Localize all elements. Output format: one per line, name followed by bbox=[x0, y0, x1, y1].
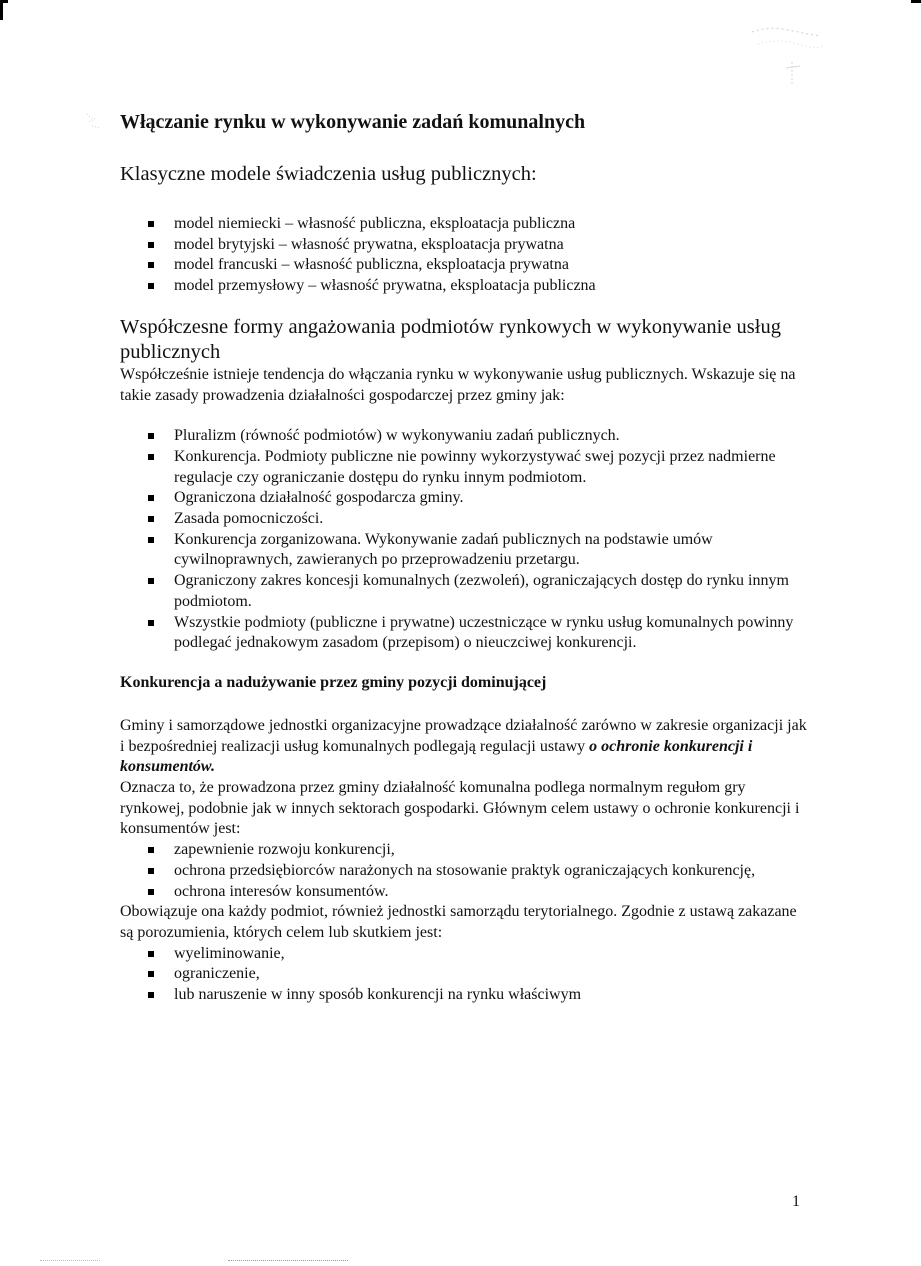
list-item: model niemiecki – własność publiczna, eksploatacja publiczna bbox=[120, 214, 810, 235]
document-body bbox=[120, 106, 810, 1006]
section-heading-modern-forms: Współczesne formy angażowania podmiotów rynkowych w wykonywanie usług publicznych bbox=[120, 315, 781, 363]
bullet-icon bbox=[148, 283, 154, 289]
principles-list bbox=[120, 426, 810, 654]
list-item: zapewnienie rozwoju konkurencji, bbox=[120, 840, 810, 861]
scan-edge-mark bbox=[0, 0, 8, 3]
paragraph-obligation: Obowiązuje ona każdy podmiot, również jednostki samorządu terytorialnego. Zgodnie z ustawą zakazane są porozumienia, których celem lub skutkiem jest: bbox=[120, 903, 797, 941]
faded-mark bbox=[84, 110, 106, 132]
section-heading-classic-models: Klasyczne modele świadczenia usług publicznych: bbox=[120, 163, 537, 185]
list-item: lub naruszenie w inny sposób konkurencji na rynku właściwym bbox=[120, 985, 810, 1006]
list-item: Pluralizm (równość podmiotów) w wykonywaniu zadań publicznych. bbox=[120, 426, 810, 447]
bullet-icon bbox=[148, 971, 154, 977]
bullet-icon bbox=[148, 516, 154, 522]
law-goals-list bbox=[120, 840, 810, 902]
list-item: Wszystkie podmioty (publiczne i prywatne) uczestniczące w rynku usług komunalnych powinny podlegać jednakowym zasadom (przepisom) o nieuczciwej konkurencji. bbox=[120, 613, 810, 654]
list-item: Ograniczony zakres koncesji komunalnych (zezwoleń), ograniczających dostęp do rynku innym podmiotom. bbox=[120, 571, 810, 612]
scan-artifact bbox=[228, 1260, 348, 1262]
list-item: model brytyjski – własność prywatna, eksploatacja prywatna bbox=[120, 235, 810, 256]
list-item: Zasada pomocniczości. bbox=[120, 509, 810, 530]
bullet-icon bbox=[148, 454, 154, 460]
paragraph-meaning: Oznacza to, że prowadzona przez gminy działalność komunalna podlega normalnym regułom gry rynkowej, podobnie jak w innych sektorach gospodarki. Głównym celem ustawy o ochronie konkurencji i konsumentów jest: bbox=[120, 779, 800, 838]
page-title: Włączanie rynku w wykonywanie zadań komunalnych bbox=[120, 111, 586, 133]
bullet-icon bbox=[148, 495, 154, 501]
classic-models-list bbox=[120, 214, 810, 297]
bullet-icon bbox=[148, 242, 154, 248]
prohibited-effects-list bbox=[120, 944, 810, 1006]
list-item: ochrona interesów konsumentów. bbox=[120, 882, 810, 903]
paragraph-regulation: Gminy i samorządowe jednostki organizacyjne prowadzące działalność zarówno w zakresie organizacji jak i bezpośredniej realizacji usług komunalnych podlegają regulacji ustawy o ochronie konkurencji i konsumentów. bbox=[120, 716, 807, 776]
bullet-icon bbox=[148, 578, 154, 584]
section-intro-paragraph: Współcześnie istnieje tendencja do włączania rynku w wykonywanie usług publicznych. Wskazuje się na takie zasady prowadzenia działalności gospodarczej przez gminy jak: bbox=[120, 365, 796, 404]
list-item: Ograniczona działalność gospodarcza gminy. bbox=[120, 488, 810, 509]
list-item: ochrona przedsiębiorców narażonych na stosowanie praktyk ograniczających konkurencję, bbox=[120, 861, 810, 882]
faded-stamp bbox=[748, 22, 824, 92]
bullet-icon bbox=[148, 221, 154, 227]
scan-edge-mark bbox=[911, 0, 921, 3]
bullet-icon bbox=[148, 951, 154, 957]
bullet-icon bbox=[148, 537, 154, 543]
bullet-icon bbox=[148, 868, 154, 874]
page-number: 1 bbox=[792, 1193, 800, 1210]
list-item: model przemysłowy – własność prywatna, eksploatacja publiczna bbox=[120, 276, 810, 297]
bullet-icon bbox=[148, 889, 154, 895]
list-item: Konkurencja zorganizowana. Wykonywanie zadań publicznych na podstawie umów cywilnoprawnych, zawieranych po przeprowadzeniu przetargu. bbox=[120, 530, 810, 571]
list-item: model francuski – własność publiczna, eksploatacja prywatna bbox=[120, 255, 810, 276]
law-name-emphasis: o ochronie konkurencji i konsumentów. bbox=[120, 737, 753, 776]
bullet-icon bbox=[148, 992, 154, 998]
list-item: ograniczenie, bbox=[120, 964, 810, 985]
section-heading-competition: Konkurencja a nadużywanie przez gminy pozycji dominującej bbox=[120, 673, 547, 691]
scan-artifact bbox=[40, 1260, 100, 1262]
scan-edge-mark bbox=[0, 0, 3, 20]
list-item: Konkurencja. Podmioty publiczne nie powinny wykorzystywać swej pozycji przez nadmierne regulacje czy ograniczanie dostępu do rynku innym podmiotom. bbox=[120, 447, 810, 488]
list-item: wyeliminowanie, bbox=[120, 944, 810, 965]
bullet-icon bbox=[148, 847, 154, 853]
bullet-icon bbox=[148, 620, 154, 626]
bullet-icon bbox=[148, 433, 154, 439]
bullet-icon bbox=[148, 262, 154, 268]
